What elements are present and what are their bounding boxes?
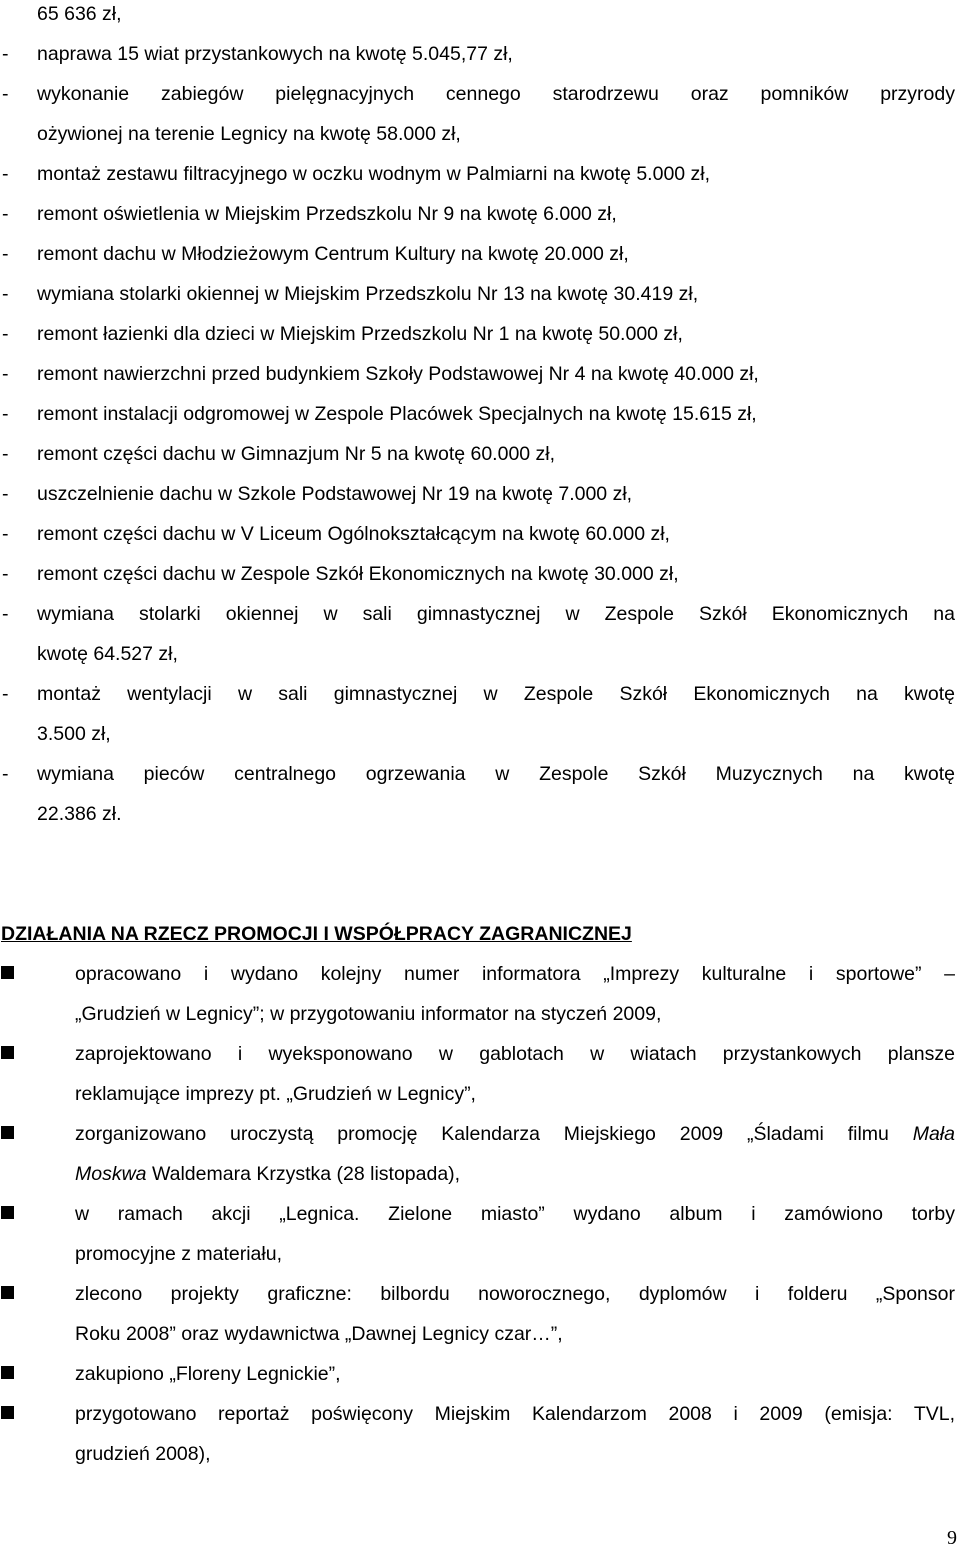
dash-marker: - [2,243,9,265]
film-title-part: Mała [912,1123,955,1145]
bullet-text: Waldemara Krzystka (28 listopada), [146,1163,461,1185]
dash-marker: - [2,363,9,385]
section-heading: DZIAŁANIA NA RZECZ PROMOCJI I WSPÓŁPRACY ZAGRANICZNEJ [1,923,632,945]
dash-marker: - [2,763,9,785]
square-bullet-icon [1,1046,14,1059]
list-item-line: remont części dachu w Gimnazjum Nr 5 na kwotę 60.000 zł, [37,443,556,465]
list-item-line: remont części dachu w Zespole Szkół Ekonomicznych na kwotę 30.000 zł, [37,563,679,585]
bullet-line: Roku 2008” oraz wydawnictwa „Dawnej Legnicy czar…”, [75,1323,563,1345]
list-item-line: kwotę 64.527 zł, [37,643,178,665]
dash-marker: - [2,403,9,425]
list-item-line: remont instalacji odgromowej w Zespole Placówek Specjalnych na kwotę 15.615 zł, [37,403,757,425]
list-item-line: remont nawierzchni przed budynkiem Szkoły Podstawowej Nr 4 na kwotę 40.000 zł, [37,363,759,385]
dash-marker: - [2,323,9,345]
square-bullet-icon [1,1406,14,1419]
list-item-line: 22.386 zł. [37,803,122,825]
list-item-line: wymiana stolarki okiennej w sali gimnastycznej w Zespole Szkół Ekonomicznych na [37,603,955,625]
list-item-line: remont oświetlenia w Miejskim Przedszkolu Nr 9 na kwotę 6.000 zł, [37,203,617,225]
dash-marker: - [2,483,9,505]
bullet-line: zlecono projekty graficzne: bilbordu noworocznego, dyplomów i folderu „Sponsor [75,1283,955,1305]
bullet-line: zaprojektowano i wyeksponowano w gablotach w wiatach przystankowych plansze [75,1043,955,1065]
list-item-line: naprawa 15 wiat przystankowych na kwotę 5.045,77 zł, [37,43,513,65]
list-item-line: wymiana stolarki okiennej w Miejskim Przedszkolu Nr 13 na kwotę 30.419 zł, [37,283,699,305]
bullet-line [75,1162,955,1186]
list-item-line: ożywionej na terenie Legnicy na kwotę 58.000 zł, [37,123,461,145]
square-bullet-icon [1,1286,14,1299]
list-item-line: remont części dachu w V Liceum Ogólnokształcącym na kwotę 60.000 zł, [37,523,670,545]
bullet-line [75,1122,955,1146]
list-item-line: uszczelnienie dachu w Szkole Podstawowej Nr 19 na kwotę 7.000 zł, [37,483,633,505]
square-bullet-icon [1,1126,14,1139]
bullet-line: przygotowano reportaż poświęcony Miejskim Kalendarzom 2008 i 2009 (emisja: TVL, [75,1403,955,1425]
bullet-line: reklamujące imprezy pt. „Grudzień w Legnicy”, [75,1083,476,1105]
list-item-line: remont łazienki dla dzieci w Miejskim Przedszkolu Nr 1 na kwotę 50.000 zł, [37,323,683,345]
dash-marker: - [2,203,9,225]
dash-marker: - [2,83,9,105]
film-title-part: Moskwa [75,1163,147,1185]
list-item-line: wymiana pieców centralnego ogrzewania w Zespole Szkół Muzycznych na kwotę [37,763,955,785]
dash-marker: - [2,443,9,465]
dash-marker: - [2,563,9,585]
bullet-line: grudzień 2008), [75,1443,211,1465]
bullet-line: promocyjne z materiału, [75,1243,282,1265]
bullet-line: „Grudzień w Legnicy”; w przygotowaniu informator na styczeń 2009, [75,1003,662,1025]
list-item-line: remont dachu w Młodzieżowym Centrum Kultury na kwotę 20.000 zł, [37,243,629,265]
dash-marker: - [2,283,9,305]
page-number: 9 [947,1527,957,1549]
list-item-line: montaż zestawu filtracyjnego w oczku wodnym w Palmiarni na kwotę 5.000 zł, [37,163,711,185]
dash-marker: - [2,163,9,185]
square-bullet-icon [1,1366,14,1379]
dash-marker: - [2,43,9,65]
square-bullet-icon [1,1206,14,1219]
dash-marker: - [2,523,9,545]
bullet-line: zakupiono „Floreny Legnickie”, [75,1363,341,1385]
list-item-line: montaż wentylacji w sali gimnastycznej w Zespole Szkół Ekonomicznych na kwotę [37,683,955,705]
dash-marker: - [2,683,9,705]
dash-marker: - [2,603,9,625]
list-item-line: 3.500 zł, [37,723,111,745]
bullet-text: zorganizowano uroczystą promocję Kalendarza Miejskiego 2009 „Śladami filmu [75,1123,913,1145]
square-bullet-icon [1,966,14,979]
carryover-amount: 65 636 zł, [37,3,122,25]
bullet-line: w ramach akcji „Legnica. Zielone miasto” wydano album i zamówiono torby [75,1203,955,1225]
list-item-line: wykonanie zabiegów pielęgnacyjnych cennego starodrzewu oraz pomników przyrody [37,83,955,105]
bullet-line: opracowano i wydano kolejny numer informatora „Imprezy kulturalne i sportowe” – [75,963,955,985]
